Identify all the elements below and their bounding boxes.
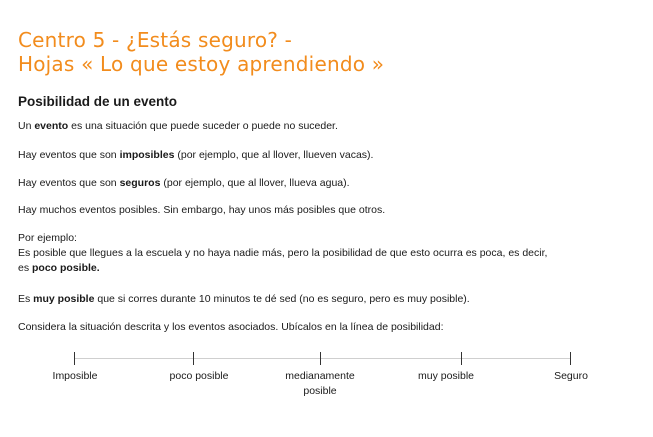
paragraph-instruccion: Considera la situación descrita y los eventos asociados. Ubícalos en la línea de posibilidad: [18, 321, 444, 333]
tick-muy-posible [461, 352, 462, 365]
label-medianamente-posible: medianamente posible [285, 370, 355, 397]
tick-imposible [74, 352, 75, 365]
paragraph-seguros: Hay eventos que son seguros (por ejemplo, que al llover, llueva agua). [18, 177, 350, 189]
tick-seguro [570, 352, 571, 365]
paragraph-mas-posibles: Hay muchos eventos posibles. Sin embargo, hay unos más posibles que otros. [18, 204, 386, 216]
tick-medianamente-posible [320, 352, 321, 365]
label-muy-posible: muy posible [417, 370, 475, 382]
paragraph-imposibles: Hay eventos que son imposibles (por ejemplo, que al llover, llueven vacas). [18, 149, 374, 161]
label-poco-posible: poco posible [169, 370, 229, 382]
title-line-2: Hojas « Lo que estoy aprendiendo » [18, 52, 385, 76]
label-seguro: Seguro [554, 370, 588, 382]
label-imposible: Imposible [52, 370, 98, 382]
tick-poco-posible [193, 352, 194, 365]
paragraph-ejemplo: Por ejemplo: Es posible que llegues a la escuela y no haya nadie más, pero la posibilidad de que esto ocurra es poca, es decir, es poco posible. [18, 232, 548, 274]
title-line-1: Centro 5 - ¿Estás seguro? - [18, 28, 293, 52]
paragraph-evento: Un evento es una situación que puede suceder o puede no suceder. [18, 120, 338, 132]
possibility-line [74, 358, 571, 359]
paragraph-muy-posible: Es muy posible que si corres durante 10 minutos te dé sed (no es seguro, pero es muy posible). [18, 293, 470, 305]
section-heading: Posibilidad de un evento [18, 94, 178, 109]
page-title [18, 28, 384, 76]
